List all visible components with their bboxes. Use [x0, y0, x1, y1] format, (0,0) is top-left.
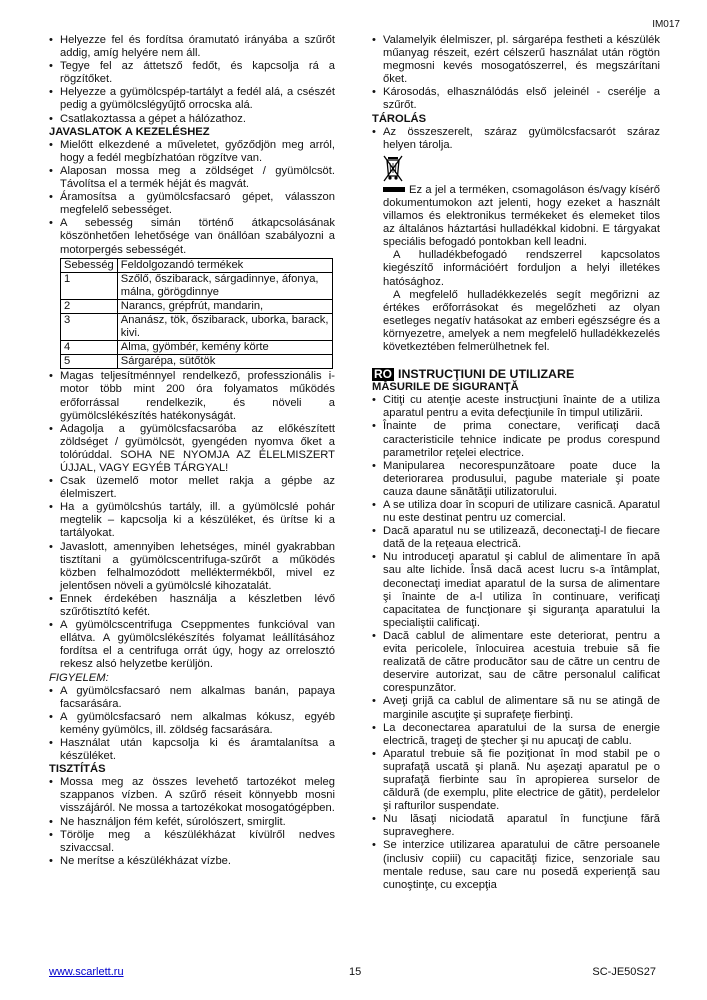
crossed-bin-icon [382, 154, 404, 184]
list-item: • Aveţi grijă ca cablul de alimentare să nu se atingă de marginile ascuţite şi suprafeţe fierbinţi. [372, 695, 660, 721]
list-item: • Se interzice utilizarea aparatului de către persoanele (inclusiv copiii) cu capacităţi fizice, senzoriale sau mentale reduse, sau care nu posedă experienţă sau cunoştinţe, cu excepţia [372, 839, 660, 891]
list-item: • Magas teljesítménnyel rendelkező, professzionális i-motor több mint 200 óra folyamatos működés erőforrással rendelkezik, és növeli a gyümölcslékészítés hatékonyságát. [49, 370, 335, 422]
language-badge: RO [374, 367, 392, 382]
list-item: • Valamelyik élelmiszer, pl. sárgarépa festheti a készülék műanyag részeit, ezért célszerű használat után rögtön megmosni kevés mosogatószerrel, és megszárítani őket. [372, 34, 660, 86]
list-item: • Javaslott, amennyiben lehetséges, minél gyakrabban tisztítani a gyümölcscentrifuga-szűrőt a működés közben felhalmozódott melléktermékből, mivel ez jelentősen növeli a gyümölcslé kihozatalát. [49, 541, 335, 593]
product-code: SC-JE50S27 [592, 966, 656, 978]
model-code: IM017 [652, 19, 680, 30]
list-item: • Helyezze a gyümölcspép-tartályt a fedél alá, a csészét pedig a gyümölcslégyűjtő orrocska alá. [49, 86, 335, 112]
list-item: • Mielőtt elkezdené a műveletet, győződjön meg arról, hogy a fedél megbízhatóan rögzítve van. [49, 139, 335, 165]
list-item: • Tegye fel az áttetsző fedőt, és kapcsolja rá a rögzítőket. [49, 60, 335, 86]
section-title-safety: MĂSURILE DE SIGURANŢĂ [372, 381, 519, 394]
table-row [61, 341, 333, 355]
list-item: • Ne használjon fém kefét, súrolószert, smirglit. [49, 816, 335, 829]
list-item: • Mossa meg az összes levehető tartozékot meleg szappanos vízben. A szűrő réseit könnyebb mosni visszájáról. Ne mossa a tartozékokat mosogatógépben. [49, 776, 335, 815]
list-item: • Nu lăsaţi niciodată aparatul în funcţiune fără supraveghere. [372, 813, 660, 839]
list-item: • Károsodás, elhasználódás első jeleinél - cserélje a szűrőt. [372, 86, 660, 112]
table-cell: 2 [61, 299, 118, 313]
section-title-warning: FIGYELEM: [49, 671, 109, 684]
list-item: • Az összeszerelt, száraz gyümölcsfacsarót száraz helyen tárolja. [372, 126, 660, 152]
list-item: • Înainte de prima conectare, verificaţi dacă caracteristicile tehnice indicate pe produs corespund parametrilor reţelei electrice. [372, 420, 660, 459]
table-cell: 5 [61, 355, 118, 369]
table-cell: Narancs, grépfrút, mandarin, [117, 299, 332, 313]
list-item: • Dacă aparatul nu se utilizează, deconectaţi-l de fiecare dată de la reţeaua electrică. [372, 525, 660, 551]
weee-paragraph-3: A megfelelő hulladékkezelés segít megőrizni az értékes erőforrásokat és megelőzheti az olyan esetleges negatív hatásokat az emberi egészségre és a környezetre, amelyek a nem megfelelő hulladékkezelés következtében felmerülhetnek fel. [383, 288, 660, 353]
list-item: • A sebesség simán történő átkapcsolásának köszönhetően lehetősége van önállóan szabályozni a motorpergés sebességét. [49, 217, 335, 256]
list-item: • A se utiliza doar în scopuri de utilizare casnică. Aparatul nu este destinat pentru uz comercial. [372, 499, 660, 525]
left-column [49, 34, 335, 868]
storage-list [372, 126, 660, 152]
table-row [61, 272, 333, 299]
weee-block [372, 152, 660, 184]
section-title-cleaning: TISZTÍTÁS [49, 763, 106, 776]
list-item: • Dacă cablul de alimentare este deteriorat, pentru a evita pericolele, înlocuirea acestuia trebuie să fie realizată de către producător sau de către un centru de deservire autorizat, sau de către personalul calificat corespunzător. [372, 630, 660, 695]
right-column [372, 34, 660, 892]
table-cell: 1 [61, 272, 118, 299]
table-cell: 3 [61, 313, 118, 340]
list-item: • Használat után kapcsolja ki és áramtalanítsa a készüléket. [49, 737, 335, 763]
page-number: 15 [349, 966, 362, 978]
ro-heading [372, 368, 660, 381]
list-item: • Áramosítsa a gyümölcsfacsaró gépet, válasszon megfelelő sebességet. [49, 191, 335, 217]
list-item: • Ha a gyümölcshús tartály, ill. a gyümölcslé pohár megtelik – kapcsolja ki a készüléket, és ürítse ki a tartályokat. [49, 501, 335, 540]
intro-list [49, 34, 335, 126]
list-item: • Ennek érdekében használja a készletben lévő szűrőtisztító kefét. [49, 593, 335, 619]
section-title-storage: TÁROLÁS [372, 112, 427, 125]
tips-list [49, 139, 335, 257]
list-item: • A gyümölcscentrifuga Cseppmentes funkcióval van ellátva. A gyümölcslékészítés folyamat leállításához fordítsa el a centrifuga orrát úgy, hogy az orrelosztó rekesz alsó helyzetbe kerüljön. [49, 619, 335, 671]
list-item: • Helyezze fel és fordítsa óramutató irányába a szűrőt addig, amíg helyére nem áll. [49, 34, 335, 60]
cleaning-list-continued [372, 34, 660, 113]
weee-text-1: Ez a jel a terméken, csomagoláson és/vagy kísérő dokumentumokon azt jelenti, hogy ezeket a használt villamos és elektronikus termékeket és elemeket tilos az általános háztartási hulladékkal kidobni. E tárgyakat speciális befogadó pontokban kell leadni. [383, 183, 660, 249]
list-item: • Manipularea necorespunzătoare poate duce la deteriorarea produsului, pagube materiale şi poate cauza daune sănătăţii utilizatorului. [372, 460, 660, 499]
table-cell: 4 [61, 341, 118, 355]
weee-paragraph-2: A hulladékbefogadó rendszerrel kapcsolatos kiegészítő információért forduljon a helyi illetékes hatósághoz. [383, 249, 660, 288]
list-item: • Alaposan mossa meg a zöldséget / gyümölcsöt. Távolítsa el a termék héját és magvát. [49, 165, 335, 191]
list-item: • Ne merítse a készülékházat vízbe. [49, 855, 335, 868]
ro-safety-list [372, 394, 660, 892]
list-item: • Csak üzemelő motor mellet rakja a gépbe az élelmiszert. [49, 475, 335, 501]
list-item: • Adagolja a gyümölcsfacsaróba az előkészített zöldséget / gyümölcsöt, gyengéden nyomva őket a tolórúddal. SOHA NE NYOMJA AZ ÉLELMISZERT ÚJJAL, VAGY EGYÉB TÁRGYAL! [49, 423, 335, 475]
list-item: • Nu introduceţi aparatul şi cablul de alimentare în apă sau alte lichide. Însă dacă acest lucru s-a întâmplat, deconectaţi imediat aparatul de la sursa de alimentare şi înainte de a-l utiliza în continuare, verificaţi capacitatea de funcţionare şi siguranţa aparatului la specialiştii calificaţi. [372, 551, 660, 630]
table-row [61, 299, 333, 313]
table-header-row [61, 258, 333, 272]
list-item: • Törölje meg a készülékházat kívülről nedves szivaccsal. [49, 829, 335, 855]
table-row [61, 355, 333, 369]
table-cell: Alma, gyömbér, kemény körte [117, 341, 332, 355]
cleaning-list [49, 776, 335, 868]
list-item: • A gyümölcsfacsaró nem alkalmas kókusz, egyéb kemény gyümölcs, ill. zöldség facsarására. [49, 711, 335, 737]
tips-list-continued [49, 370, 335, 671]
speed-table [60, 258, 333, 370]
weee-bar-icon [383, 187, 405, 192]
warning-list [49, 685, 335, 764]
list-item: • Aparatul trebuie să fie poziţionat în mod stabil pe o suprafaţă uscată şi plană. Nu aşezaţi aparatul pe o suprafaţă fierbinte sau în apropierea surselor de căldură (de exemplu, plite electrice de gătit), perdelelor şi rafturilor suspendate. [372, 748, 660, 813]
table-row [61, 313, 333, 340]
list-item: • La deconectarea aparatului de la sursa de energie electrică, trageţi de ştecher şi nu apucaţi de cablu. [372, 722, 660, 748]
section-title-tips: JAVASLATOK A KEZELÉSHEZ [49, 125, 210, 138]
website-link[interactable]: www.scarlett.ru [49, 966, 124, 978]
list-item: • Citiţi cu atenţie aceste instrucţiuni înainte de a utiliza aparatul pentru a evita defecţiunile în timpul utilizării. [372, 394, 660, 420]
list-item: • Csatlakoztassa a gépet a hálózathoz. [49, 113, 335, 126]
table-header-cell: Feldolgozandó termékek [117, 258, 332, 272]
ro-title: INSTRUCŢIUNI DE UTILIZARE [398, 367, 575, 382]
weee-paragraph-1 [372, 184, 660, 249]
table-header-cell: Sebesség [61, 258, 118, 272]
list-item: • A gyümölcsfacsaró nem alkalmas banán, papaya facsarására. [49, 685, 335, 711]
table-cell: Szőlő, őszibarack, sárgadinnye, áfonya, málna, görögdinnye [117, 272, 332, 299]
table-cell: Sárgarépa, sütőtök [117, 355, 332, 369]
table-cell: Ananász, tök, őszibarack, uborka, barack, kivi. [117, 313, 332, 340]
